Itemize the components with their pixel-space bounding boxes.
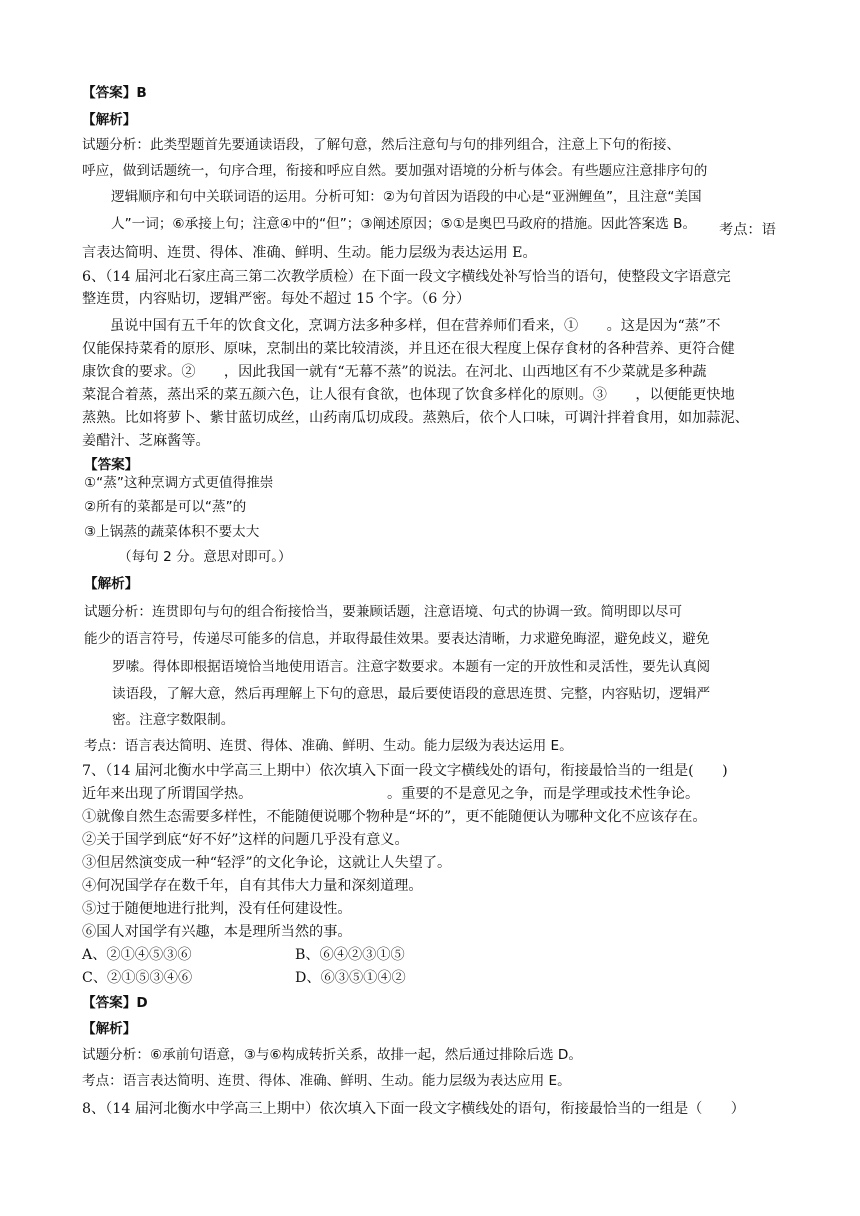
analysis-heading: 【解析】 [82, 1021, 137, 1037]
question-7-item: ⑥国人对国学有兴趣，本是理所当然的事。 [82, 924, 352, 940]
answer-item: ①“蒸”这种烹调方式更值得推崇 [84, 475, 274, 491]
kaodian-text: 言表达简明、连贯、得体、准确、鲜明、生动。能力层级为表达运用 E。 [82, 245, 537, 261]
kaodian-text: 考点：语言表达简明、连贯、得体、准确、鲜明、生动。能力层级为表达运用 E。 [84, 738, 573, 754]
analysis-text: 试题分析：连贯即句与句的组合衔接恰当，要兼顾话题，注意语境、句式的协调一致。简明即以尽可 [84, 604, 683, 620]
option-c: C、②①⑤③④⑥ [82, 970, 193, 986]
analysis-text: 罗嗦。得体即根据语境恰当地使用语言。注意字数要求。本题有一定的开放性和灵活性，要先认真阅 [112, 659, 711, 675]
answer-heading: 【答案】D [82, 995, 148, 1011]
question-7-stem: 近年来出现了所谓国学热。 。重要的不是意见之争，而是学理或技术性争论。 [82, 786, 700, 802]
question-7-item: ②关于国学到底“好不好”这样的问题几乎没有意义。 [82, 832, 409, 848]
question-7-item: ⑤过于随便地进行批判，没有任何建设性。 [82, 901, 352, 917]
question-7-item: ④何况国学存在数千年，自有其伟大力量和深刻道理。 [82, 878, 423, 894]
analysis-text: 密。注意字数限制。 [112, 712, 235, 728]
question-7-item: ①就像自然生态需要多样性，不能随便说哪个物种是“坏的”，更不能随便认为哪种文化不应该存在。 [82, 809, 707, 825]
analysis-text: 能少的语言符号，传递尽可能多的信息，并取得最佳效果。要表达清晰，力求避免晦涩，避免歧义，避免 [84, 631, 710, 647]
answer-item: ②所有的菜都是可以“蒸”的 [84, 499, 247, 515]
question-6-passage: 虽说中国有五千年的饮食文化，烹调方法多种多样，但在营养师们看来，① 。这是因为“蒸”不 [110, 318, 721, 334]
question-8-stem: 8、（14 届河北衡水中学高三上期中）依次填入下面一段文字横线处的语句，衔接最恰当的一组是（ ） [82, 1101, 745, 1117]
question-6-stem: 整连贯，内容贴切，逻辑严密。每处不超过 15 个字。（6 分） [82, 291, 471, 307]
question-6-passage: 康饮食的要求。② ，因此我国一就有“无幕不蒸”的说法。在河北、山西地区有不少菜就是多种蔬 [82, 364, 707, 380]
analysis-heading: 【解析】 [84, 576, 139, 592]
question-6-passage: 蒸熟。比如将萝卜、紫甘蓝切成丝，山药南瓜切成段。蒸熟后，依个人口味，可调汁拌着食用，如加蒜泥、 [82, 410, 749, 426]
kaodian-label: 考点：语 [719, 222, 776, 238]
option-a: A、②①④⑤③⑥ [82, 947, 192, 963]
option-d: D、⑥③⑤①④② [295, 970, 406, 986]
option-b: B、⑥④②③①⑤ [295, 947, 405, 963]
question-7-item: ③但居然演变成一种“轻浮”的文化争论，这就让人失望了。 [82, 855, 452, 871]
question-6-passage: 菜混合着蒸，蒸出采的菜五颜六色，让人很有食欲，也体现了饮食多样化的原则。③ ，以便能更快地 [82, 387, 735, 403]
analysis-heading: 【解析】 [82, 112, 137, 128]
answer-item: ③上锅蒸的蔬菜体积不要太大 [84, 524, 260, 540]
analysis-text: 试题分析：⑥承前句语意，③与⑥构成转折关系，故排一起，然后通过排除后选 D。 [82, 1047, 582, 1063]
answer-heading: 【答案】B [82, 85, 147, 101]
analysis-text: 读语段，了解大意，然后再理解上下句的意思，最后要使语段的意思连贯、完整，内容贴切，逻辑严 [112, 686, 711, 702]
kaodian-text: 考点：语言表达简明、连贯、得体、准确、鲜明、生动。能力层级为表达应用 E。 [82, 1073, 571, 1089]
analysis-text: 人”一词；⑥承接上句；注意④中的“但”；③阐述原因；⑤①是奥巴马政府的措施。因此答案选 B。 [111, 216, 697, 232]
question-7-stem: 7、（14 届河北衡水中学高三上期中）依次填入下面一段文字横线处的语句，衔接最恰当的一组是( ) [82, 763, 728, 779]
analysis-text: 试题分析：此类型题首先要通读语段，了解句意，然后注意句与句的排列组合，注意上下句的衔接、 [82, 137, 681, 153]
analysis-text: 逻辑顺序和句中关联词语的运用。分析可知：②为句首因为语段的中心是“亚洲鲤鱼”，且注意“美国 [111, 189, 702, 205]
scoring-note: （每句 2 分。意思对即可。） [118, 549, 292, 565]
question-6-passage: 姜醋汁、芝麻酱等。 [82, 433, 210, 449]
answer-heading: 【答案】 [84, 457, 139, 473]
analysis-text: 呼应，做到话题统一，句序合理，衔接和呼应自然。要加强对语境的分析与体会。有些题应注意排序句的 [82, 163, 708, 179]
question-6-stem: 6、（14 届河北石家庄高三第二次教学质检）在下面一段文字横线处补写恰当的语句，使整段文字语意完 [82, 269, 731, 285]
question-6-passage: 仅能保持菜肴的原形、原味，烹制出的菜比较清淡，并且还在很大程度上保存食材的各种营养、更符合健 [82, 341, 735, 357]
